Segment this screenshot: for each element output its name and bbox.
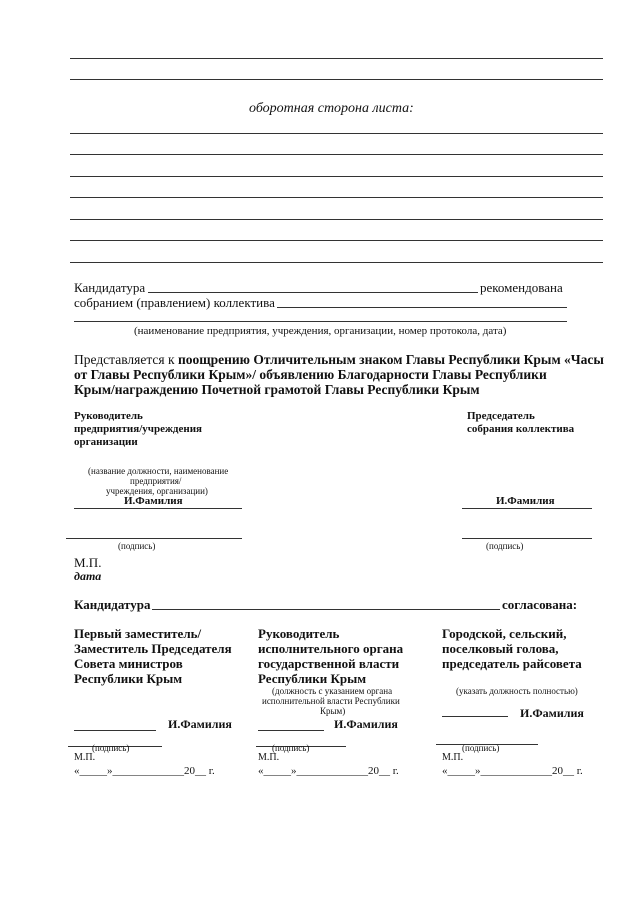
meeting-field-continued[interactable]	[74, 321, 567, 322]
signer1-name: И.Фамилия	[168, 717, 232, 731]
candidature-label: Кандидатура	[74, 280, 146, 295]
signer3-title-line-1: Городской, сельский,	[442, 626, 567, 641]
head-title-line-2: предприятия/учреждения	[74, 423, 203, 435]
chair-sign-caption: (подпись)	[486, 541, 524, 551]
blank-line-8	[70, 240, 603, 241]
signer1-sign-caption: (подпись)	[92, 743, 130, 753]
signer3-sign-caption: (подпись)	[462, 743, 500, 753]
head-signature-field[interactable]	[66, 538, 242, 539]
head-sign-caption: (подпись)	[118, 541, 156, 551]
award-paragraph-line-3: Крым/награждению Почетной грамотой Главы Республики Крым	[74, 382, 480, 397]
blank-line-3	[70, 133, 603, 134]
head-title-line-1: Руководитель	[74, 410, 143, 422]
signer3-stamp: М.П.	[442, 752, 464, 763]
head-caption-line-1: (название должности, наименование	[88, 466, 229, 476]
signer3-title-line-3: председатель райсовета	[442, 656, 582, 671]
approval-field[interactable]	[152, 609, 500, 610]
award-line-1: поощрению Отличительным знаком Главы Республики Крым «Часы	[177, 352, 604, 367]
meeting-field[interactable]	[277, 307, 567, 308]
signer3-caption-line-1: (указать должность полностью)	[456, 686, 578, 696]
head-title-line-3: организации	[74, 436, 138, 448]
head-position-field[interactable]	[74, 508, 242, 509]
award-paragraph-line-1	[74, 352, 604, 367]
signer3-position-field[interactable]	[442, 716, 508, 717]
signer2-name: И.Фамилия	[334, 717, 398, 731]
chair-name: И.Фамилия	[496, 495, 555, 507]
signer1-title-line-1: Первый заместитель/	[74, 626, 202, 641]
signer3-title-line-2: поселковый голова,	[442, 641, 559, 656]
award-paragraph-line-2: от Главы Республики Крым»/ объявлению Благодарности Главы Республики	[74, 367, 547, 382]
blank-line-9	[70, 262, 603, 263]
signer2-title-line-1: Руководитель	[258, 626, 340, 641]
signer2-stamp: М.П.	[258, 752, 280, 763]
blank-line-1	[70, 58, 603, 59]
signer3-name: И.Фамилия	[520, 706, 584, 720]
meeting-label: собранием (правлением) коллектива	[74, 295, 275, 310]
signer2-position-field[interactable]	[258, 730, 324, 731]
signer2-title-line-3: государственной власти	[258, 656, 400, 671]
signer2-caption-line-1: (должность с указанием органа	[272, 686, 393, 696]
chair-title-line-1: Председатель	[467, 410, 535, 422]
signer2-caption-line-2: исполнительной власти Республики	[262, 696, 400, 706]
recommended-label: рекомендована	[480, 280, 563, 295]
signer3-date-line[interactable]: «_____»_____________20__ г.	[442, 765, 583, 777]
signer1-stamp: М.П.	[74, 752, 96, 763]
head-caption-line-2: предприятия/	[130, 476, 182, 486]
signer2-sign-caption: (подпись)	[272, 743, 310, 753]
blank-line-4	[70, 154, 603, 155]
signer2-title-line-2: исполнительного органа	[258, 641, 404, 656]
signer2-title-line-4: Республики Крым	[258, 671, 367, 686]
signer2-date-line[interactable]: «_____»_____________20__ г.	[258, 765, 399, 777]
blank-line-2	[70, 79, 603, 80]
head-name: И.Фамилия	[124, 495, 183, 507]
date-label: дата	[74, 569, 102, 583]
blank-line-7	[70, 219, 603, 220]
chair-name-field[interactable]	[462, 508, 592, 509]
approval-agreed-label: согласована:	[502, 597, 578, 612]
chair-signature-field[interactable]	[462, 538, 592, 539]
stamp-label: М.П.	[74, 555, 102, 570]
blank-line-5	[70, 176, 603, 177]
signer1-date-line[interactable]: «_____»_____________20__ г.	[74, 765, 215, 777]
candidature-field[interactable]	[148, 292, 478, 293]
signer1-title-line-4: Республики Крым	[74, 671, 183, 686]
page-heading: оборотная сторона листа:	[249, 101, 414, 116]
signer1-position-field[interactable]	[74, 730, 156, 731]
approval-candidature-label: Кандидатура	[74, 597, 151, 612]
signer1-title-line-3: Совета министров	[74, 656, 183, 671]
award-prefix: Представляется к	[74, 352, 178, 367]
signer1-title-line-2: Заместитель Председателя	[74, 641, 232, 656]
chair-title-line-2: собрания коллектива	[467, 423, 575, 435]
signer2-caption-line-3: Крым)	[320, 706, 346, 716]
nomination-caption: (наименование предприятия, учреждения, организации, номер протокола, дата)	[134, 325, 507, 337]
head-caption-line-3: учреждения, организации)	[106, 486, 208, 496]
blank-line-6	[70, 197, 603, 198]
